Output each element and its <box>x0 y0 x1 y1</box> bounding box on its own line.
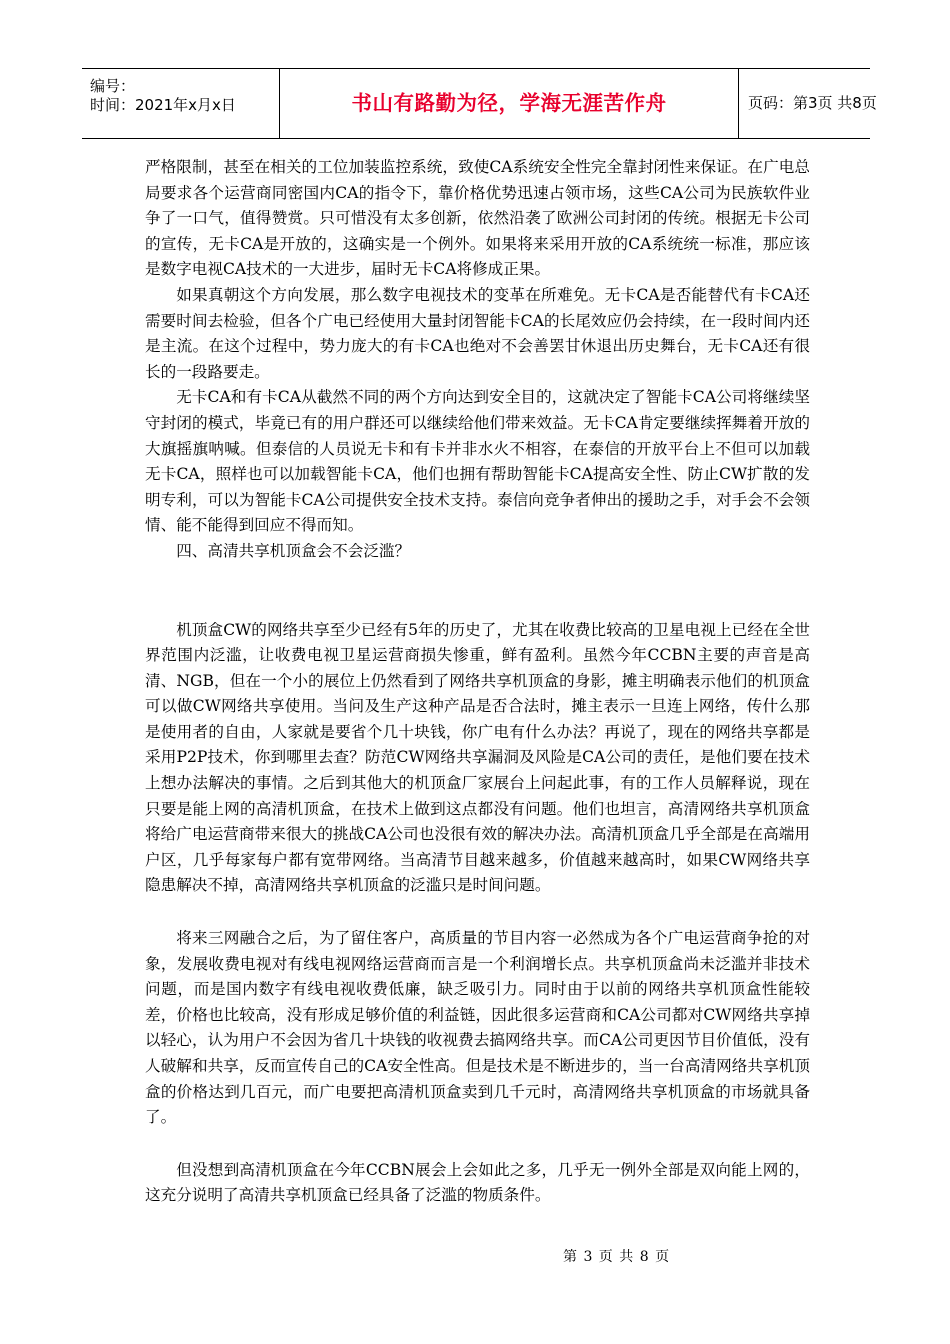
paragraph-continued: 严格限制，甚至在相关的工位加装监控系统，致使CA系统安全性完全靠封闭性来保证。在广电总局要求各个运营商同密国内CA的指令下，靠价格优势迅速占领市场，这些CA公司为民族软件业争了一口气，值得赞赏。只可惜没有太多创新，依然沿袭了欧洲公司封闭的传统。根据无卡公司的宣传，无卡CA是开放的，这确实是一个例外。如果将来采用开放的CA系统统一标准，那应该是数字电视CA技术的一大进步，届时无卡CA将修成正果。 <box>145 158 810 279</box>
paragraph: 但没想到高清机顶盒在今年CCBN展会上会如此之多，几乎无一例外全部是双向能上网的，这充分说明了高清共享机顶盒已经具备了泛滥的物质条件。 <box>145 1160 810 1205</box>
page-header <box>82 68 877 139</box>
paragraph: 机顶盒CW的网络共享至少已经有5年的历史了，尤其在收费比较高的卫星电视上已经在全世界范围内泛滥，让收费电视卫星运营商损失惨重，鲜有盈利。虽然今年CCBN主要的声音是高清、NGB，但在一个小的展位上仍然看到了网络共享机顶盒的身影，摊主明确表示他们的机顶盒可以做CW网络共享使用。当问及生产这种产品是否合法时，摊主表示一旦连上网络，传什么那是使用者的自由，人家就是要省个几十块钱，你广电有什么办法？再说了，现在的网络共享都是采用P2P技术，你到哪里去查？防范CW网络共享漏洞及风险是CA公司的责任，是他们要在技术上想办法解决的事情。之后到其他大的机顶盒厂家展台上问起此事，有的工作人员解释说，现在只要是能上网的高清机顶盒，在技术上做到这点都没有问题。他们也坦言，高清网络共享机顶盒将给广电运营商带来很大的挑战CA公司也没很有效的解决办法。高清机顶盒几乎全部是在高端用户区，几乎每家每户都有宽带网络。当高清节目越来越多，价值越来越高时，如果CW网络共享隐患解决不掉，高清网络共享机顶盒的泛滥只是时间问题。 <box>145 620 810 895</box>
paragraph: 将来三网融合之后，为了留住客户，高质量的节目内容一必然成为各个广电运营商争抢的对象，发展收费电视对有线电视网络运营商而言是一个利润增长点。共享机顶盒尚未泛滥并非技术问题，而是国内数字有线电视收费低廉，缺乏吸引力。同时由于以前的网络共享机顶盒性能较差，价格也比较高，没有形成足够价值的利益链，因此很多运营商和CA公司都对CW网络共享掉以轻心，认为用户不会因为省几十块钱的收视费去搞网络共享。而CA公司更因节目价值低，没有人破解和共享，反而宣传自己的CA安全性高。但是技术是不断进步的，当一台高清网络共享机顶盒的价格达到几百元，而广电要把高清机顶盒卖到几千元时，高清网络共享机顶盒的市场就具备了。 <box>145 929 810 1127</box>
paragraph: 无卡CA和有卡CA从截然不同的两个方向达到安全目的，这就决定了智能卡CA公司将继续坚守封闭的模式，毕竟已有的用户群还可以继续给他们带来效益。无卡CA肯定要继续挥舞着开放的大旗摇旗呐喊。但泰信的人员说无卡和有卡并非水火不相容，在泰信的开放平台上不但可以加载无卡CA，照样也可以加载智能卡CA，他们也拥有帮助智能卡CA提高安全性、防止CW扩散的发明专利，可以为智能卡CA公司提供安全技术支持。泰信向竞争者伸出的援助之手，对手会不会领情、能不能得到回应不得而知。 <box>145 388 810 535</box>
section-heading: 四、高清共享机顶盒会不会泛滥？ <box>176 541 411 560</box>
document-body <box>145 155 810 1209</box>
header-info-cell <box>82 69 280 138</box>
header-motto: 书山有路勤为径，学海无涯苦作舟 <box>280 69 739 138</box>
header-page-number: 页码：第3页 共8页 <box>748 94 877 112</box>
page-footer: 第 3 页 共 8 页 <box>563 1249 671 1265</box>
document-number-label: 编号： <box>90 77 136 95</box>
document-date-label: 时间：2021年x月x日 <box>90 96 236 114</box>
paragraph: 如果真朝这个方向发展，那么数字电视技术的变革在所难免。无卡CA是否能替代有卡CA还需要时间去检验，但各个广电已经使用大量封闭智能卡CA的长尾效应仍会持续，在一段时间内还是主流。在这个过程中，势力庞大的有卡CA也绝对不会善罢甘休退出历史舞台，无卡CA还有很长的一段路要走。 <box>145 285 810 381</box>
